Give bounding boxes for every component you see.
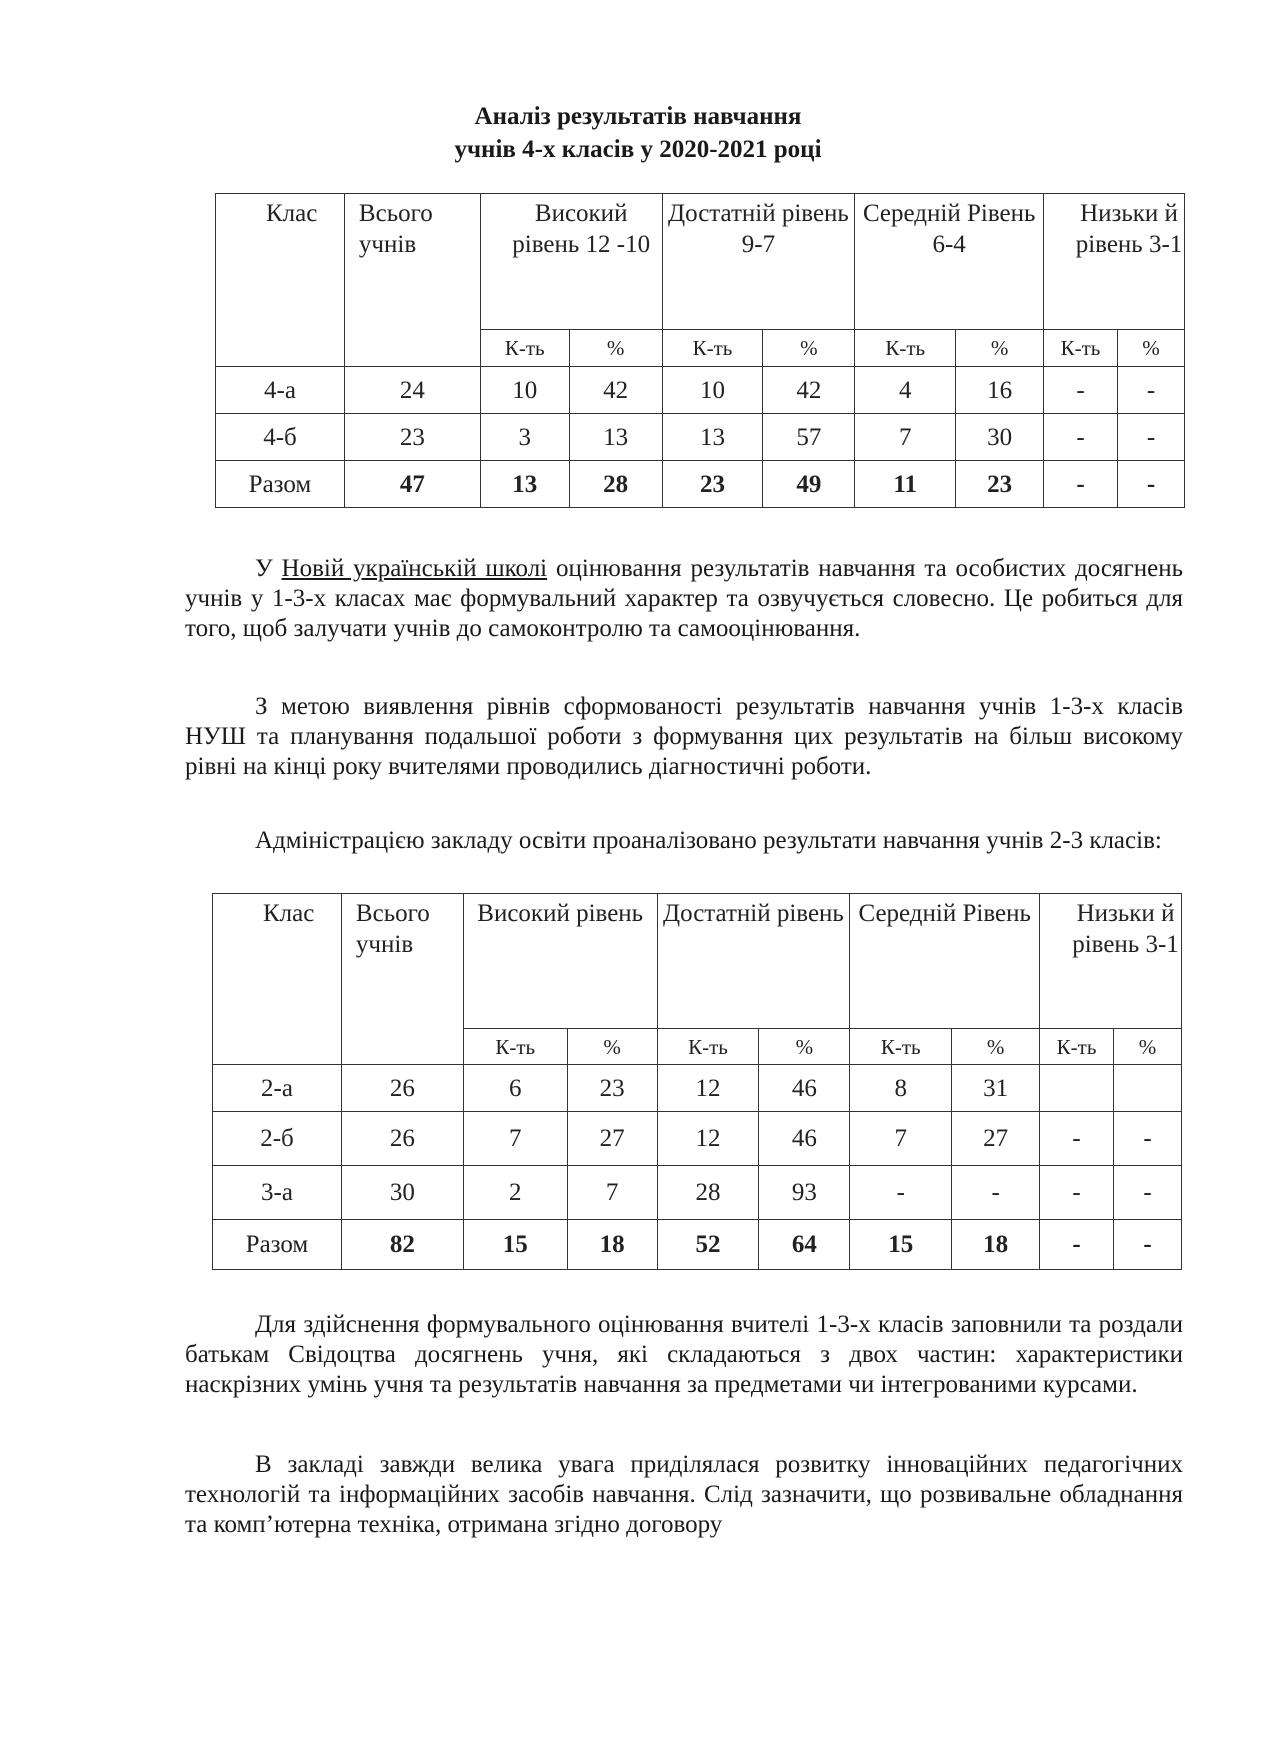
cell-middle-count: - — [850, 1166, 952, 1220]
cell-class: Разом — [216, 461, 345, 508]
header-high: Високий рівень — [463, 894, 657, 1029]
cell-middle-count: 8 — [850, 1065, 952, 1112]
cell-high-count: 2 — [463, 1166, 567, 1220]
cell-total: 47 — [344, 461, 480, 508]
cell-high-percent: 23 — [567, 1065, 657, 1112]
table-row — [213, 1112, 1182, 1166]
subheader-count: К-ть — [850, 1029, 952, 1065]
cell-middle-count: 11 — [855, 461, 956, 508]
subheader-percent: % — [569, 330, 662, 367]
subheader-count: К-ть — [657, 1029, 759, 1065]
nush-underlined-text: Новій українській школі — [281, 555, 548, 582]
cell-high-percent: 28 — [569, 461, 662, 508]
paragraph-certificates: Для здійснення формувального оцінювання вчителі 1-3-х класів заповнили та роздали батькам Свідоцтва досягнень учня, які складаються з двох частин: характеристики наскрізних умінь учня та результатів навчання за предметами чи інтегрованими курсами. — [185, 1311, 1183, 1398]
cell-total: 26 — [341, 1065, 463, 1112]
cell-total: 82 — [341, 1220, 463, 1270]
subheader-count: К-ть — [1044, 330, 1118, 367]
cell-middle-percent: 30 — [956, 414, 1044, 461]
cell-sufficient-percent: 93 — [759, 1166, 850, 1220]
cell-class: Разом — [213, 1220, 342, 1270]
cell-sufficient-count: 28 — [657, 1166, 759, 1220]
cell-high-percent: 27 — [567, 1112, 657, 1166]
table-row — [213, 1166, 1182, 1220]
subheader-percent: % — [763, 330, 855, 367]
header-klas: Клас — [216, 194, 345, 367]
subheader-percent: % — [759, 1029, 850, 1065]
cell-total: 23 — [344, 414, 480, 461]
table-row — [216, 414, 1185, 461]
cell-sufficient-percent: 46 — [759, 1065, 850, 1112]
cell-class: 3-а — [213, 1166, 342, 1220]
subheader-count: К-ть — [855, 330, 956, 367]
cell-high-percent: 42 — [569, 367, 662, 414]
cell-high-percent: 13 — [569, 414, 662, 461]
cell-sufficient-count: 10 — [662, 367, 763, 414]
cell-low-percent — [1114, 1065, 1182, 1112]
cell-sufficient-percent: 64 — [759, 1220, 850, 1270]
cell-high-count: 3 — [480, 414, 569, 461]
cell-sufficient-count: 13 — [662, 414, 763, 461]
cell-class: 4-б — [216, 414, 345, 461]
cell-sufficient-count: 23 — [662, 461, 763, 508]
cell-low-count: - — [1044, 414, 1118, 461]
cell-middle-count: 15 — [850, 1220, 952, 1270]
title-line-2: учнів 4-х класів у 2020-2021 році — [454, 136, 822, 163]
cell-total: 24 — [344, 367, 480, 414]
table-row-total — [213, 1220, 1182, 1270]
cell-middle-percent: 27 — [952, 1112, 1040, 1166]
cell-low-percent: - — [1114, 1166, 1182, 1220]
subheader-percent: % — [1114, 1029, 1182, 1065]
table-row — [213, 1065, 1182, 1112]
subheader-percent: % — [567, 1029, 657, 1065]
cell-high-count: 6 — [463, 1065, 567, 1112]
cell-sufficient-count: 12 — [657, 1065, 759, 1112]
cell-class: 4-а — [216, 367, 345, 414]
header-sufficient: Достатній рівень — [657, 894, 850, 1029]
header-middle: Середній Рівень 6-4 — [855, 194, 1044, 330]
cell-low-count: - — [1040, 1220, 1114, 1270]
subheader-count: К-ть — [662, 330, 763, 367]
cell-class: 2-б — [213, 1112, 342, 1166]
paragraph-nush-rest: оцінювання результатів навчання та особистих досягнень учнів у 1-3-х класах має формувальний характер та озвучується словесно. Це робиться для того, щоб залучати учнів до самоконтролю та самооцінювання. — [185, 555, 1184, 642]
header-middle: Середній Рівень — [850, 894, 1040, 1029]
subheader-percent: % — [956, 330, 1044, 367]
cell-high-count: 15 — [463, 1220, 567, 1270]
header-klas: Клас — [213, 894, 342, 1065]
cell-middle-percent: - — [952, 1166, 1040, 1220]
paragraph-nush-start: У — [255, 555, 282, 582]
paragraph-nush — [185, 554, 1183, 644]
cell-low-percent: - — [1114, 1220, 1182, 1270]
cell-low-count: - — [1044, 461, 1118, 508]
cell-middle-percent: 16 — [956, 367, 1044, 414]
cell-middle-count: 4 — [855, 367, 956, 414]
cell-low-percent: - — [1114, 1112, 1182, 1166]
paragraph-administration: Адміністрацією закладу освіти проаналізовано результати навчання учнів 2-3 класів: — [255, 827, 1162, 854]
cell-low-percent: - — [1117, 461, 1184, 508]
table-row-total — [216, 461, 1185, 508]
cell-middle-percent: 31 — [952, 1065, 1040, 1112]
subheader-count: К-ть — [463, 1029, 567, 1065]
results-table-grades-2-3 — [212, 893, 1182, 1270]
header-vsoho: Всього учнів — [344, 194, 480, 367]
cell-sufficient-percent: 49 — [763, 461, 855, 508]
cell-high-count: 10 — [480, 367, 569, 414]
cell-total: 30 — [341, 1166, 463, 1220]
paragraph-diagnostics: З метою виявлення рівнів сформованості результатів навчання учнів 1-3-х класів НУШ та планування подальшої роботи з формування цих результатів на більш високому рівні на кінці року вчителями проводились діагностичні роботи. — [185, 693, 1183, 780]
header-low: Низьки й рівень 3-1 — [1044, 194, 1185, 330]
table-row — [216, 367, 1185, 414]
results-table-grade-4 — [215, 193, 1185, 508]
subheader-percent: % — [952, 1029, 1040, 1065]
cell-total: 26 — [341, 1112, 463, 1166]
cell-middle-count: 7 — [855, 414, 956, 461]
cell-sufficient-count: 12 — [657, 1112, 759, 1166]
subheader-count: К-ть — [1040, 1029, 1114, 1065]
subheader-percent: % — [1117, 330, 1184, 367]
cell-high-percent: 18 — [567, 1220, 657, 1270]
cell-sufficient-percent: 46 — [759, 1112, 850, 1166]
header-high: Високий рівень 12 -10 — [480, 194, 662, 330]
cell-middle-percent: 23 — [956, 461, 1044, 508]
cell-sufficient-percent: 57 — [763, 414, 855, 461]
cell-middle-percent: 18 — [952, 1220, 1040, 1270]
cell-low-count — [1040, 1065, 1114, 1112]
paragraph-innovations: В закладі завжди велика увага приділялася розвитку інноваційних педагогічних технологій та інформаційних засобів навчання. Слід зазначити, що розвивальне обладнання та комп’ютерна техніка, отримана згідно договору — [185, 1451, 1183, 1538]
cell-sufficient-percent: 42 — [763, 367, 855, 414]
document-title — [0, 100, 1276, 166]
cell-low-percent: - — [1117, 367, 1184, 414]
cell-middle-count: 7 — [850, 1112, 952, 1166]
cell-high-count: 13 — [480, 461, 569, 508]
cell-low-count: - — [1040, 1112, 1114, 1166]
header-sufficient: Достатній рівень 9-7 — [662, 194, 855, 330]
cell-class: 2-а — [213, 1065, 342, 1112]
cell-high-percent: 7 — [567, 1166, 657, 1220]
subheader-count: К-ть — [480, 330, 569, 367]
header-low: Низьки й рівень 3-1 — [1040, 894, 1182, 1029]
title-line-1: Аналіз результатів навчання — [474, 103, 802, 130]
cell-low-percent: - — [1117, 414, 1184, 461]
cell-low-count: - — [1040, 1166, 1114, 1220]
cell-low-count: - — [1044, 367, 1118, 414]
header-vsoho: Всього учнів — [341, 894, 463, 1065]
cell-sufficient-count: 52 — [657, 1220, 759, 1270]
cell-high-count: 7 — [463, 1112, 567, 1166]
